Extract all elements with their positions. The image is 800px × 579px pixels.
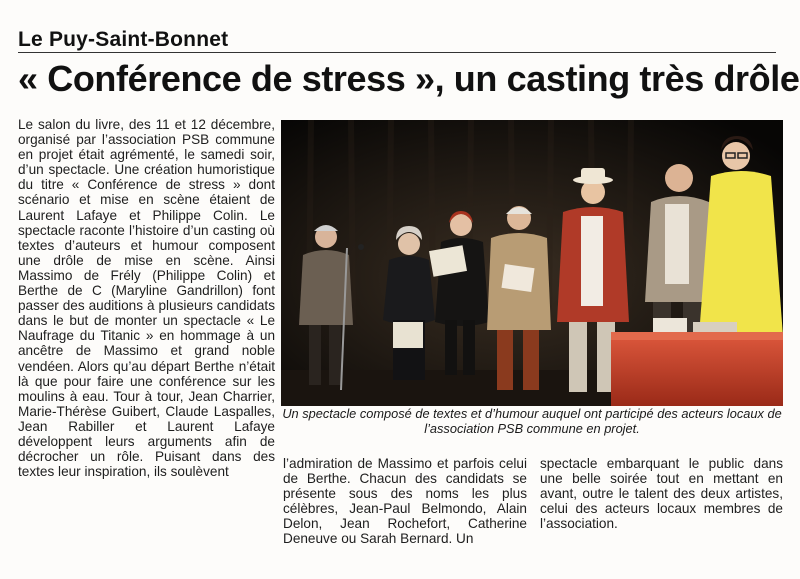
article-column-2 [283,456,527,547]
article-text-column-3: spectacle embarquant le public dans une belle soirée tout en mettant en avant, outre le talent des deux artistes, celui des acteurs locaux membres de l’association. [540,456,783,532]
article-text-column-1: Le salon du livre, des 11 et 12 décembre, organisé par l’association PSB commune en projet était agrémenté, le samedi soir, d’un spectacle. Une création humoristique du titre « Conférence de stress » dont scénario et mise en scène étaient de Laurent Lafaye et Philippe Colin. Le spectacle raconte l’histoire d’un casting où textes d’auteurs et humour composent une drôle de mise en scène. Ainsi Massimo de Frély (Philippe Colin) et Berthe de C (Maryline Gandrillon) font passer des auditions à plusieurs candidats dans le but de monter un spectacle « Le Naufrage du Titanic » en hommage à un ancêtre de Massimo et grand noble vendéen. Alors qu’au départ Berthe n’était là que pour faire une conférence sur les moulins à eau. Tour à tour, Jean Charrier, Marie-Thérèse Guibert, Claude Laspalles, Jean Rabiller et Laurent Lafaye développent leurs arguments afin de décrocher un rôle. Puisant dans des textes leur inspiration, ils soulèvent [18,117,275,480]
article-text-column-2: l’admiration de Massimo et parfois celui de Berthe. Chacun des candidats se présente sous des noms les plus célèbres, Jean-Paul Belmondo, Alain Delon, Jean Rochefort, Catherine Deneuve ou Sarah Bernard. Un [283,456,527,547]
photo-caption: Un spectacle composé de textes et d’humour auquel ont participé des acteurs locaux de l’association PSB commune en projet. [282,406,782,436]
article-headline: « Conférence de stress », un casting très drôle [18,58,800,99]
header-rule [18,52,776,53]
stage-photo-illustration [281,120,783,406]
article-column-3 [540,456,783,531]
article-location: Le Puy-Saint-Bonnet [18,28,229,51]
article-column-1 [18,117,275,479]
article-photo [281,120,783,406]
